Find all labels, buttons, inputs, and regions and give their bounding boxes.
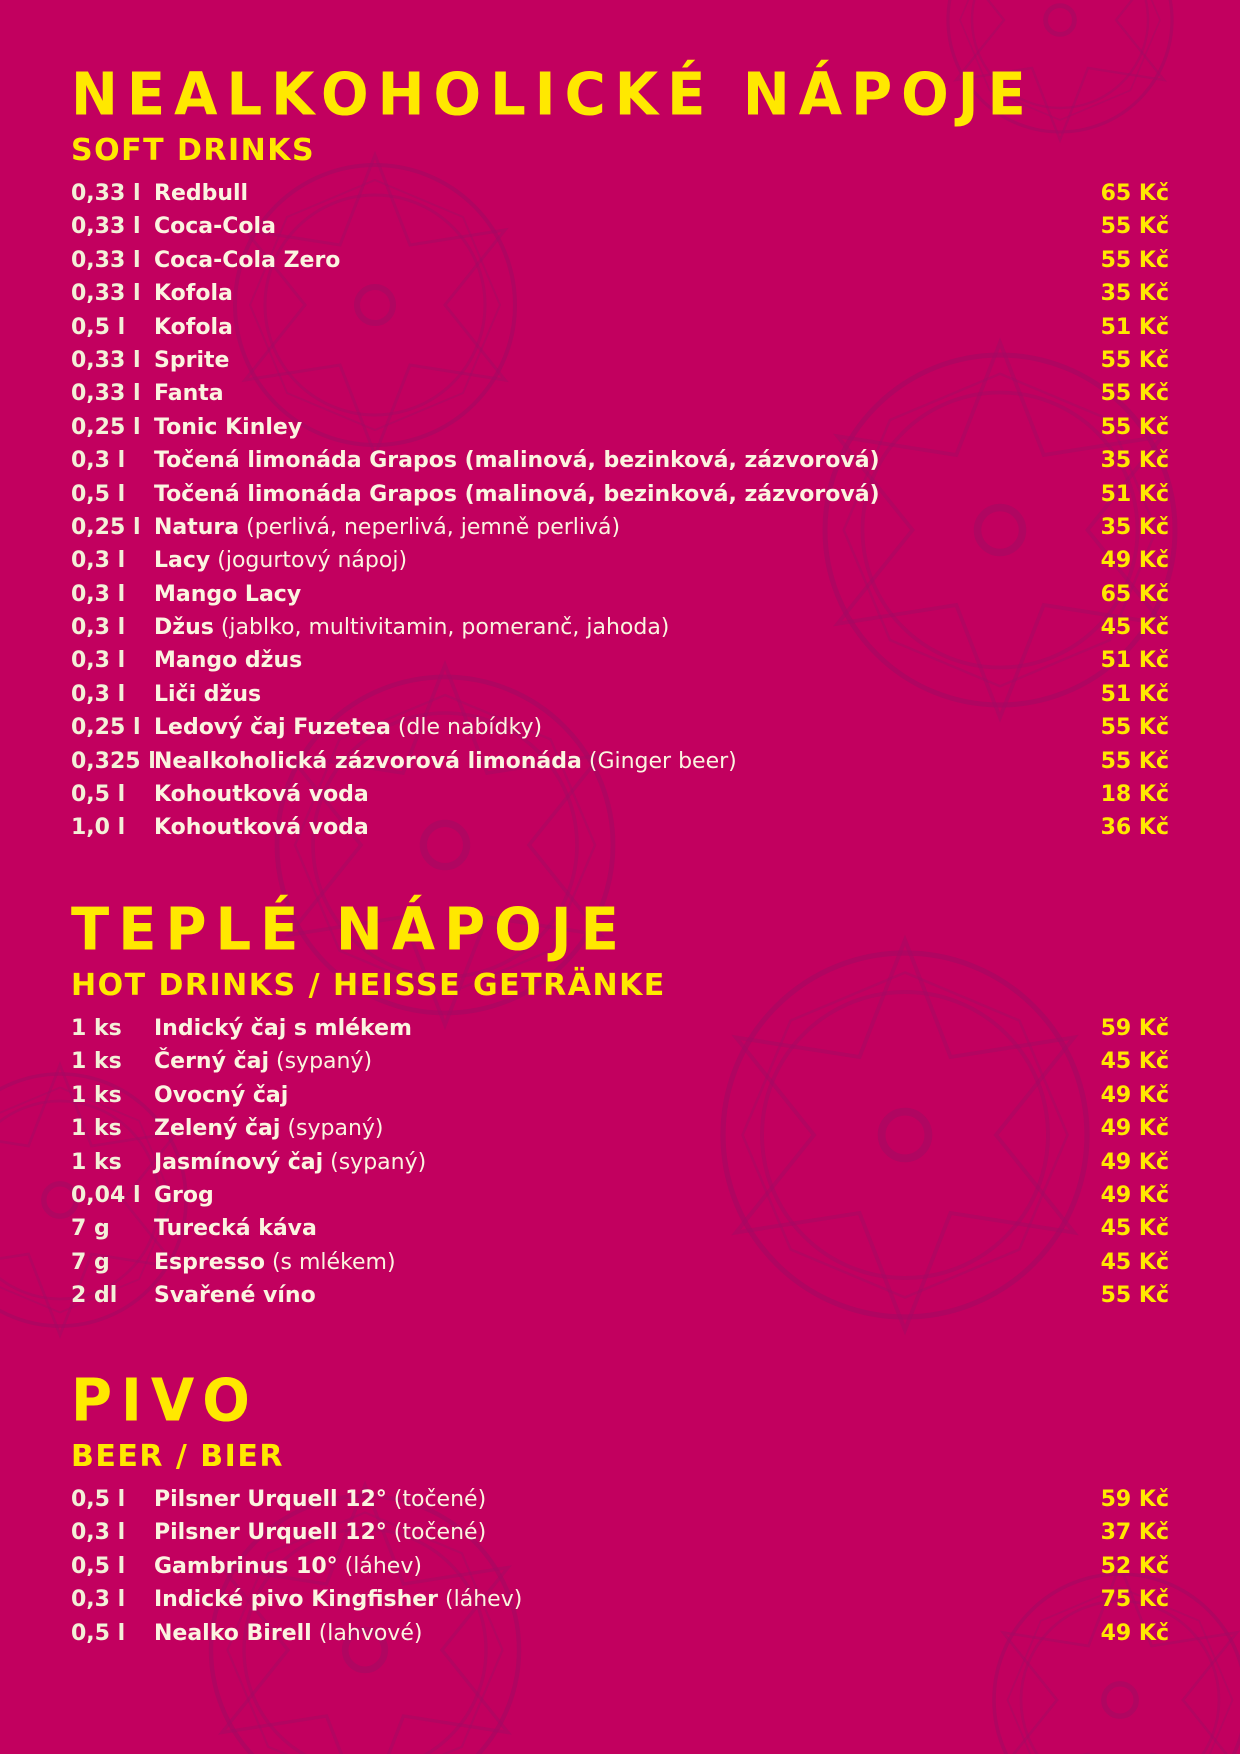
item-price: 45 Kč [1100, 1249, 1169, 1275]
list-item [71, 1246, 1169, 1279]
item-price: 52 Kč [1100, 1553, 1169, 1579]
item-price: 36 Kč [1100, 815, 1169, 841]
list-item [71, 377, 1169, 410]
item-quantity: 0,3 l [71, 448, 126, 474]
item-price: 51 Kč [1100, 314, 1169, 340]
item-name: Espresso [154, 1249, 265, 1275]
item-price: 49 Kč [1100, 1620, 1169, 1646]
item-quantity: 0,3 l [71, 548, 126, 574]
item-name: Ovocný čaj [154, 1082, 289, 1108]
item-price: 59 Kč [1100, 1016, 1169, 1041]
item-quantity: 0,25 l [71, 414, 141, 440]
item-quantity: 0,3 l [71, 581, 126, 607]
item-price: 49 Kč [1100, 548, 1169, 574]
section-subtitle: HOT DRINKS / HEISSE GETRÄNKE [71, 968, 666, 1003]
item-price: 65 Kč [1100, 581, 1169, 607]
item-name: Sprite [154, 347, 230, 373]
item-note: (s mlékem) [271, 1249, 396, 1275]
list-item [71, 1550, 1169, 1583]
item-price: 18 Kč [1100, 782, 1169, 808]
list-item [71, 177, 1169, 210]
item-price: 55 Kč [1100, 1283, 1169, 1309]
item-note: (perlivá, neperlivá, jemně perlivá) [246, 514, 621, 540]
item-quantity: 1 ks [71, 1016, 122, 1041]
list-item [71, 1212, 1169, 1245]
item-quantity: 0,3 l [71, 681, 126, 707]
list-item [71, 611, 1169, 644]
item-name: Kofola [154, 314, 233, 340]
item-note: (točené) [393, 1487, 487, 1512]
section-subtitle: BEER / BIER [71, 1439, 284, 1474]
item-name: Indický čaj s mlékem [154, 1016, 412, 1041]
list-item [71, 1179, 1169, 1212]
item-note: (Ginger beer) [588, 748, 737, 774]
item-name: Liči džus [154, 681, 262, 707]
list-item [71, 210, 1169, 243]
item-list [71, 177, 1169, 845]
item-price: 55 Kč [1100, 715, 1169, 741]
list-item [71, 578, 1169, 611]
list-item [71, 1012, 1169, 1045]
item-note: (točené) [393, 1520, 487, 1546]
item-name: Redbull [154, 181, 249, 206]
item-quantity: 0,3 l [71, 615, 126, 641]
item-note: (láhev) [344, 1553, 422, 1579]
item-price: 55 Kč [1100, 748, 1169, 774]
item-name: Točená limonáda Grapos (malinová, bezinková, zázvorová) [154, 448, 880, 474]
item-name: Indické pivo Kingfisher [154, 1587, 439, 1613]
item-quantity: 2 dl [71, 1283, 118, 1309]
item-note: (lahvové) [318, 1620, 423, 1646]
item-quantity: 0,5 l [71, 1553, 126, 1579]
item-name: Svařené víno [154, 1283, 316, 1309]
item-quantity: 0,325 l [71, 748, 156, 774]
item-name: Kohoutková voda [154, 815, 369, 841]
item-name: Zelený čaj [154, 1116, 281, 1142]
item-quantity: 0,5 l [71, 314, 126, 340]
item-name: Gambrinus 10° [154, 1553, 338, 1579]
item-name: Grog [154, 1182, 214, 1208]
item-name: Džus [154, 615, 214, 641]
item-price: 49 Kč [1100, 1116, 1169, 1142]
list-item [71, 1112, 1169, 1145]
item-price: 51 Kč [1100, 681, 1169, 707]
list-item [71, 1583, 1169, 1616]
item-note: (sypaný) [276, 1049, 373, 1075]
item-quantity: 1 ks [71, 1049, 122, 1075]
list-item [71, 478, 1169, 511]
item-price: 51 Kč [1100, 481, 1169, 507]
section-soft-drinks [71, 62, 1169, 845]
item-price: 45 Kč [1100, 1049, 1169, 1075]
list-item [71, 411, 1169, 444]
item-price: 35 Kč [1100, 281, 1169, 307]
list-item [71, 444, 1169, 477]
item-quantity: 0,3 l [71, 1587, 126, 1613]
item-quantity: 0,33 l [71, 247, 141, 273]
section-subtitle: SOFT DRINKS [71, 133, 316, 168]
item-price: 51 Kč [1100, 648, 1169, 674]
item-note: (jablko, multivitamin, pomeranč, jahoda) [220, 615, 670, 641]
list-item [71, 511, 1169, 544]
item-quantity: 0,5 l [71, 481, 126, 507]
item-quantity: 0,33 l [71, 181, 141, 206]
item-quantity: 0,33 l [71, 214, 141, 240]
section-beer [71, 1368, 1169, 1650]
section-title: TEPLÉ NÁPOJE [71, 895, 628, 965]
item-price: 55 Kč [1100, 347, 1169, 373]
item-name: Coca-Cola [154, 214, 276, 240]
list-item [71, 544, 1169, 577]
list-item [71, 311, 1169, 344]
item-name: Černý čaj [154, 1049, 270, 1075]
section-hot-drinks [71, 897, 1169, 1313]
item-price: 55 Kč [1100, 214, 1169, 240]
item-list [71, 1483, 1169, 1650]
item-price: 35 Kč [1100, 514, 1169, 540]
item-name: Coca-Cola Zero [154, 247, 341, 273]
item-name: Ledový čaj Fuzetea [154, 715, 391, 741]
list-item [71, 1617, 1169, 1650]
item-price: 35 Kč [1100, 448, 1169, 474]
item-name: Tonic Kinley [154, 414, 303, 440]
item-name: Mango džus [154, 648, 303, 674]
list-item [71, 678, 1169, 711]
list-item [71, 644, 1169, 677]
item-quantity: 0,33 l [71, 281, 141, 307]
item-price: 45 Kč [1100, 1216, 1169, 1242]
item-price: 49 Kč [1100, 1182, 1169, 1208]
item-name: Pilsner Urquell 12° [154, 1520, 387, 1546]
item-quantity: 1 ks [71, 1082, 122, 1108]
item-name: Mango Lacy [154, 581, 302, 607]
item-name: Kofola [154, 281, 233, 307]
item-quantity: 0,3 l [71, 648, 126, 674]
item-quantity: 0,33 l [71, 347, 141, 373]
item-name: Natura [154, 514, 240, 540]
item-note: (dle nabídky) [397, 715, 543, 741]
item-note: (sypaný) [287, 1116, 384, 1142]
list-item [71, 1279, 1169, 1312]
item-price: 55 Kč [1100, 381, 1169, 407]
item-name: Točená limonáda Grapos (malinová, bezinková, zázvorová) [154, 481, 880, 507]
item-quantity: 0,5 l [71, 782, 126, 808]
item-price: 75 Kč [1100, 1587, 1169, 1613]
item-name: Kohoutková voda [154, 782, 369, 808]
list-item [71, 344, 1169, 377]
item-quantity: 0,25 l [71, 715, 141, 741]
item-name: Nealkoholická zázvorová limonáda [154, 748, 582, 774]
item-list [71, 1012, 1169, 1313]
list-item [71, 1483, 1169, 1516]
item-name: Lacy [154, 548, 211, 574]
item-name: Fanta [154, 381, 224, 407]
item-price: 59 Kč [1100, 1487, 1169, 1512]
item-price: 49 Kč [1100, 1082, 1169, 1108]
list-item [71, 244, 1169, 277]
item-quantity: 7 g [71, 1249, 110, 1275]
list-item [71, 277, 1169, 310]
list-item [71, 1045, 1169, 1078]
item-quantity: 1 ks [71, 1116, 122, 1142]
item-quantity: 0,3 l [71, 1520, 126, 1546]
item-name: Pilsner Urquell 12° [154, 1487, 387, 1512]
list-item [71, 811, 1169, 844]
list-item [71, 711, 1169, 744]
item-price: 55 Kč [1100, 414, 1169, 440]
item-price: 49 Kč [1100, 1149, 1169, 1175]
list-item [71, 778, 1169, 811]
item-price: 45 Kč [1100, 615, 1169, 641]
item-note: (jogurtový nápoj) [217, 548, 408, 574]
item-note: (sypaný) [330, 1149, 427, 1175]
section-title: NEALKOHOLICKÉ NÁPOJE [71, 60, 1035, 130]
list-item [71, 1079, 1169, 1112]
item-quantity: 0,5 l [71, 1620, 126, 1646]
item-name: Turecká káva [154, 1216, 317, 1242]
item-price: 65 Kč [1100, 181, 1169, 206]
section-title: PIVO [71, 1366, 259, 1436]
item-quantity: 0,33 l [71, 381, 141, 407]
item-name: Jasmínový čaj [154, 1149, 324, 1175]
list-item [71, 745, 1169, 778]
list-item [71, 1146, 1169, 1179]
item-price: 55 Kč [1100, 247, 1169, 273]
item-quantity: 0,5 l [71, 1487, 126, 1512]
item-quantity: 0,04 l [71, 1182, 141, 1208]
item-name: Nealko Birell [154, 1620, 312, 1646]
list-item [71, 1516, 1169, 1549]
item-quantity: 7 g [71, 1216, 110, 1242]
item-quantity: 1,0 l [71, 815, 126, 841]
item-price: 37 Kč [1100, 1520, 1169, 1546]
item-note: (láhev) [445, 1587, 523, 1613]
item-quantity: 0,25 l [71, 514, 141, 540]
item-quantity: 1 ks [71, 1149, 122, 1175]
